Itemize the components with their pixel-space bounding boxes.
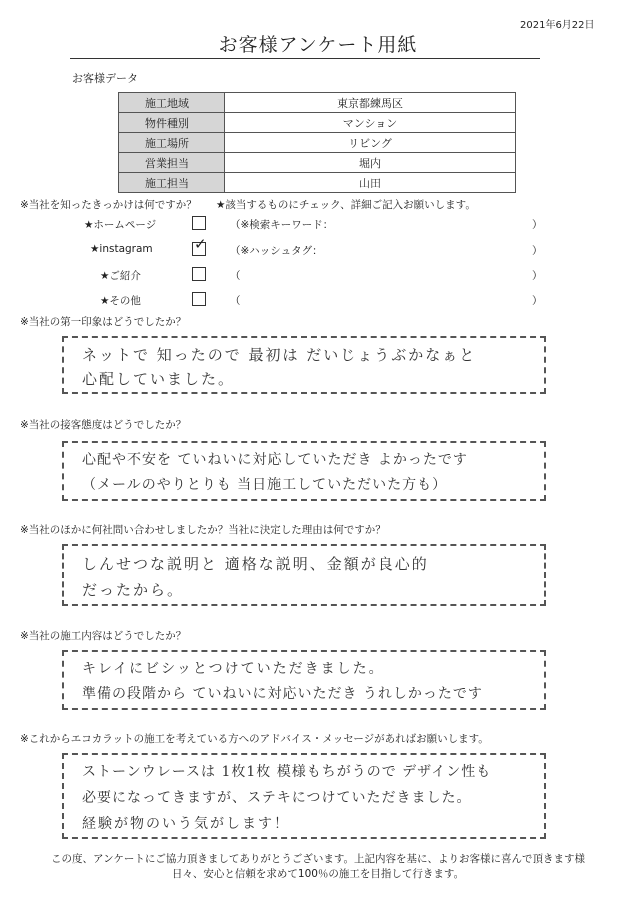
option-label-other: ★その他: [100, 295, 141, 307]
detail-close-other: ）: [532, 295, 543, 307]
q6-answer-line-1: ストーンウレースは 1枚1枚 模様もちがうので デザイン性も: [82, 764, 492, 780]
q5-answer-line-1: キレイにビシッとつけていただきました。: [82, 661, 385, 677]
row-label-installer: 施工担当: [119, 173, 225, 193]
table-row: [119, 113, 516, 133]
checkbox-referral[interactable]: [192, 267, 206, 281]
footer-line-1: この度、アンケートにご協力頂きましてありがとうございます。上記内容を基に、よりお客様に喜んで頂きます様: [50, 853, 586, 865]
q3-answer-line-2: （メールのやりとりも 当日施工していただいた方も）: [82, 477, 448, 493]
q4-answer-box: [62, 544, 546, 606]
customer-data-label: お客様データ: [72, 72, 138, 85]
q3-answer-box: [62, 441, 546, 501]
page-title: お客様アンケート用紙: [218, 34, 418, 56]
q6-answer-line-2: 必要になってきますが、ステキにつけていただきました。: [82, 790, 472, 806]
q5-answer-box: [62, 650, 546, 710]
q3-question: ※当社の接客態度はどうでしたか？: [20, 419, 187, 431]
q6-answer-line-3: 経験が物のいう気がします！: [82, 816, 290, 832]
q6-question: ※これからエコカラットの施工を考えている方へのアドバイス・メッセージがあればお願いします。: [20, 733, 489, 745]
q4-question: ※当社のほかに何社問い合わせしましたか？当社に決定した理由は何ですか？: [20, 524, 386, 536]
detail-other: （: [230, 295, 241, 307]
detail-close-instagram: ）: [532, 245, 543, 257]
q4-answer-line-1: しんせつな説明と 適格な説明、金額が良心的: [82, 555, 429, 573]
check-mark-icon: ✓: [194, 235, 207, 253]
title-underline: [70, 58, 540, 59]
footer-line-2: 日々、安心と信頼を求めて100％の施工を目指して行きます。: [171, 868, 465, 880]
row-value-area: 東京都練馬区: [225, 93, 516, 113]
row-value-sales: 堀内: [225, 153, 516, 173]
row-value-installer: 山田: [225, 173, 516, 193]
row-value-property: マンション: [225, 113, 516, 133]
checkbox-homepage[interactable]: [192, 216, 206, 230]
detail-referral: （: [230, 270, 241, 282]
detail-homepage: （※検索キーワード：: [230, 219, 334, 231]
row-value-location: リビング: [225, 133, 516, 153]
detail-close-homepage: ）: [532, 219, 543, 231]
checkbox-instagram[interactable]: [192, 235, 207, 256]
q4-answer-line-2: だったから。: [82, 581, 185, 599]
table-row: [119, 153, 516, 173]
option-label-homepage: ★ホームページ: [84, 219, 157, 231]
customer-data-table: [118, 92, 516, 193]
q5-answer-line-2: 準備の段階から ていねいに対応いただき うれしかったです: [82, 686, 483, 702]
detail-instagram: （※ハッシュタグ：: [230, 245, 323, 257]
table-row: [119, 133, 516, 153]
row-label-location: 施工場所: [119, 133, 225, 153]
q2-answer-box: [62, 336, 546, 394]
detail-close-referral: ）: [532, 270, 543, 282]
q5-question: ※当社の施工内容はどうでしたか？: [20, 630, 187, 642]
option-label-instagram: ★instagram: [90, 243, 153, 255]
survey-date: 2021年6月22日: [520, 20, 595, 31]
table-row: [119, 93, 516, 113]
row-label-area: 施工地域: [119, 93, 225, 113]
q2-answer-line-1: ネットで 知ったので 最初は だいじょうぶかなぁと: [82, 346, 477, 364]
q3-answer-line-1: 心配や不安を ていねいに対応していただき よかったです: [82, 452, 468, 468]
option-label-referral: ★ご紹介: [100, 270, 141, 282]
q6-answer-box: [62, 753, 546, 839]
q1-instruction: ★該当するものにチェック、詳細ご記入お願いします。: [216, 199, 476, 211]
row-label-sales: 営業担当: [119, 153, 225, 173]
checkbox-other[interactable]: [192, 292, 206, 306]
q2-question: ※当社の第一印象はどうでしたか？: [20, 316, 187, 328]
row-label-property: 物件種別: [119, 113, 225, 133]
q2-answer-line-2: 心配していました。: [82, 370, 236, 388]
table-row: [119, 173, 516, 193]
q1-question: ※当社を知ったきっかけは何ですか？: [20, 199, 197, 211]
